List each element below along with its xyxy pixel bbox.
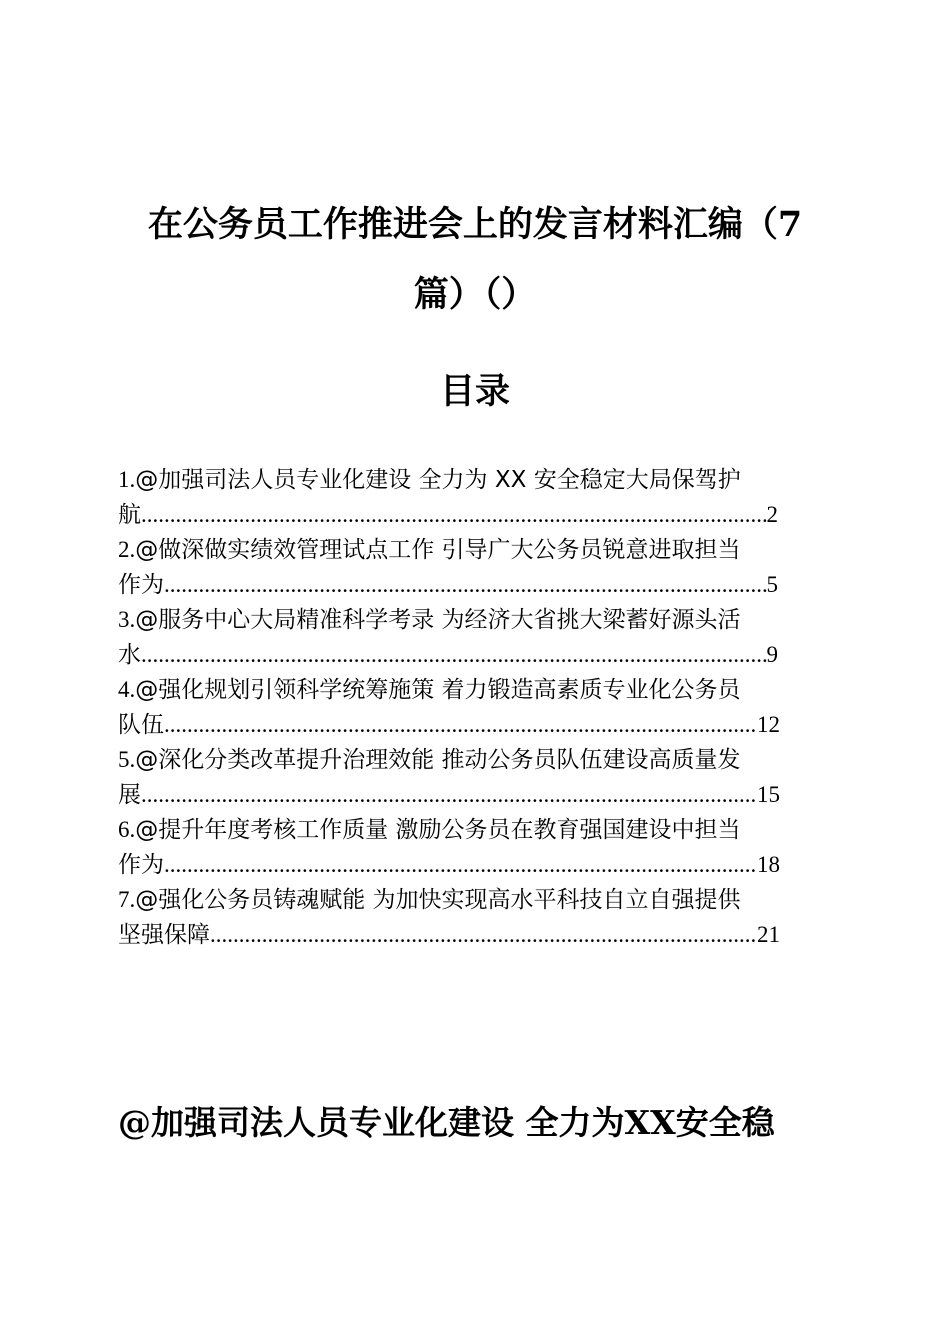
toc-entry-number: 1. [118, 467, 136, 492]
toc-entry[interactable] [118, 812, 828, 882]
toc-heading: 目录 [439, 371, 510, 412]
toc-page-number: 9 [766, 642, 778, 667]
toc-dot-leader [164, 567, 767, 602]
toc-entry-title-continued: 展 [118, 782, 141, 808]
toc-entry[interactable] [118, 882, 828, 952]
toc-entry-title: @强化公务员铸魂赋能 为加快实现高水平科技自立自强提供 [135, 887, 741, 913]
toc-entry-title: @服务中心大局精准科学考录 为经济大省挑大梁蓄好源头活 [135, 607, 741, 633]
toc-entry-number: 5. [118, 747, 136, 772]
toc-entry-title-continued: 水 [118, 642, 141, 668]
toc-entry[interactable] [118, 602, 828, 672]
toc-dot-leader [141, 497, 767, 532]
document-title-line1: 在公务员工作推进会上的发言材料汇编（7 [147, 204, 803, 245]
section-heading: @加强司法人员专业化建设 全力为XX安全稳 [118, 1103, 775, 1142]
toc-entry-title-continued: 作为 [118, 852, 164, 878]
toc-entry-title-continued: 坚强保障 [118, 922, 210, 948]
toc-entry-number: 6. [118, 817, 136, 842]
toc-entry-title: @做深做实绩效管理试点工作 引导广大公务员锐意进取担当 [135, 537, 741, 563]
toc-entry-number: 7. [118, 887, 136, 912]
toc-dot-leader [141, 777, 757, 812]
toc-entry[interactable] [118, 532, 828, 602]
toc-dot-leader [210, 917, 757, 952]
toc-page-number: 21 [757, 922, 780, 947]
toc-entry[interactable] [118, 462, 828, 532]
toc-page-number: 2 [766, 502, 778, 527]
toc-entry-title-continued: 队伍 [118, 712, 164, 738]
toc-entry-title-continued: 作为 [118, 572, 164, 598]
table-of-contents [118, 462, 828, 952]
toc-page-number: 18 [757, 852, 780, 877]
toc-entry-title: @强化规划引领科学统筹施策 着力锻造高素质专业化公务员 [135, 677, 741, 703]
toc-entry-title: @提升年度考核工作质量 激励公务员在教育强国建设中担当 [135, 817, 741, 843]
document-title-line2: 篇）（） [413, 274, 537, 315]
toc-page-number: 5 [766, 572, 778, 597]
toc-entry-number: 3. [118, 607, 136, 632]
toc-entry[interactable] [118, 672, 828, 742]
toc-entry-number: 2. [118, 537, 136, 562]
toc-dot-leader [164, 847, 757, 882]
toc-dot-leader [164, 707, 757, 742]
toc-entry-title-continued: 航 [118, 502, 141, 528]
toc-entry-title: @加强司法人员专业化建设 全力为 XX 安全稳定大局保驾护 [135, 467, 741, 493]
toc-entry-number: 4. [118, 677, 136, 702]
toc-entry[interactable] [118, 742, 828, 812]
toc-dot-leader [141, 637, 767, 672]
toc-page-number: 15 [757, 782, 780, 807]
document-title [118, 190, 832, 330]
toc-entry-title: @深化分类改革提升治理效能 推动公务员队伍建设高质量发 [135, 747, 741, 773]
toc-page-number: 12 [757, 712, 780, 737]
